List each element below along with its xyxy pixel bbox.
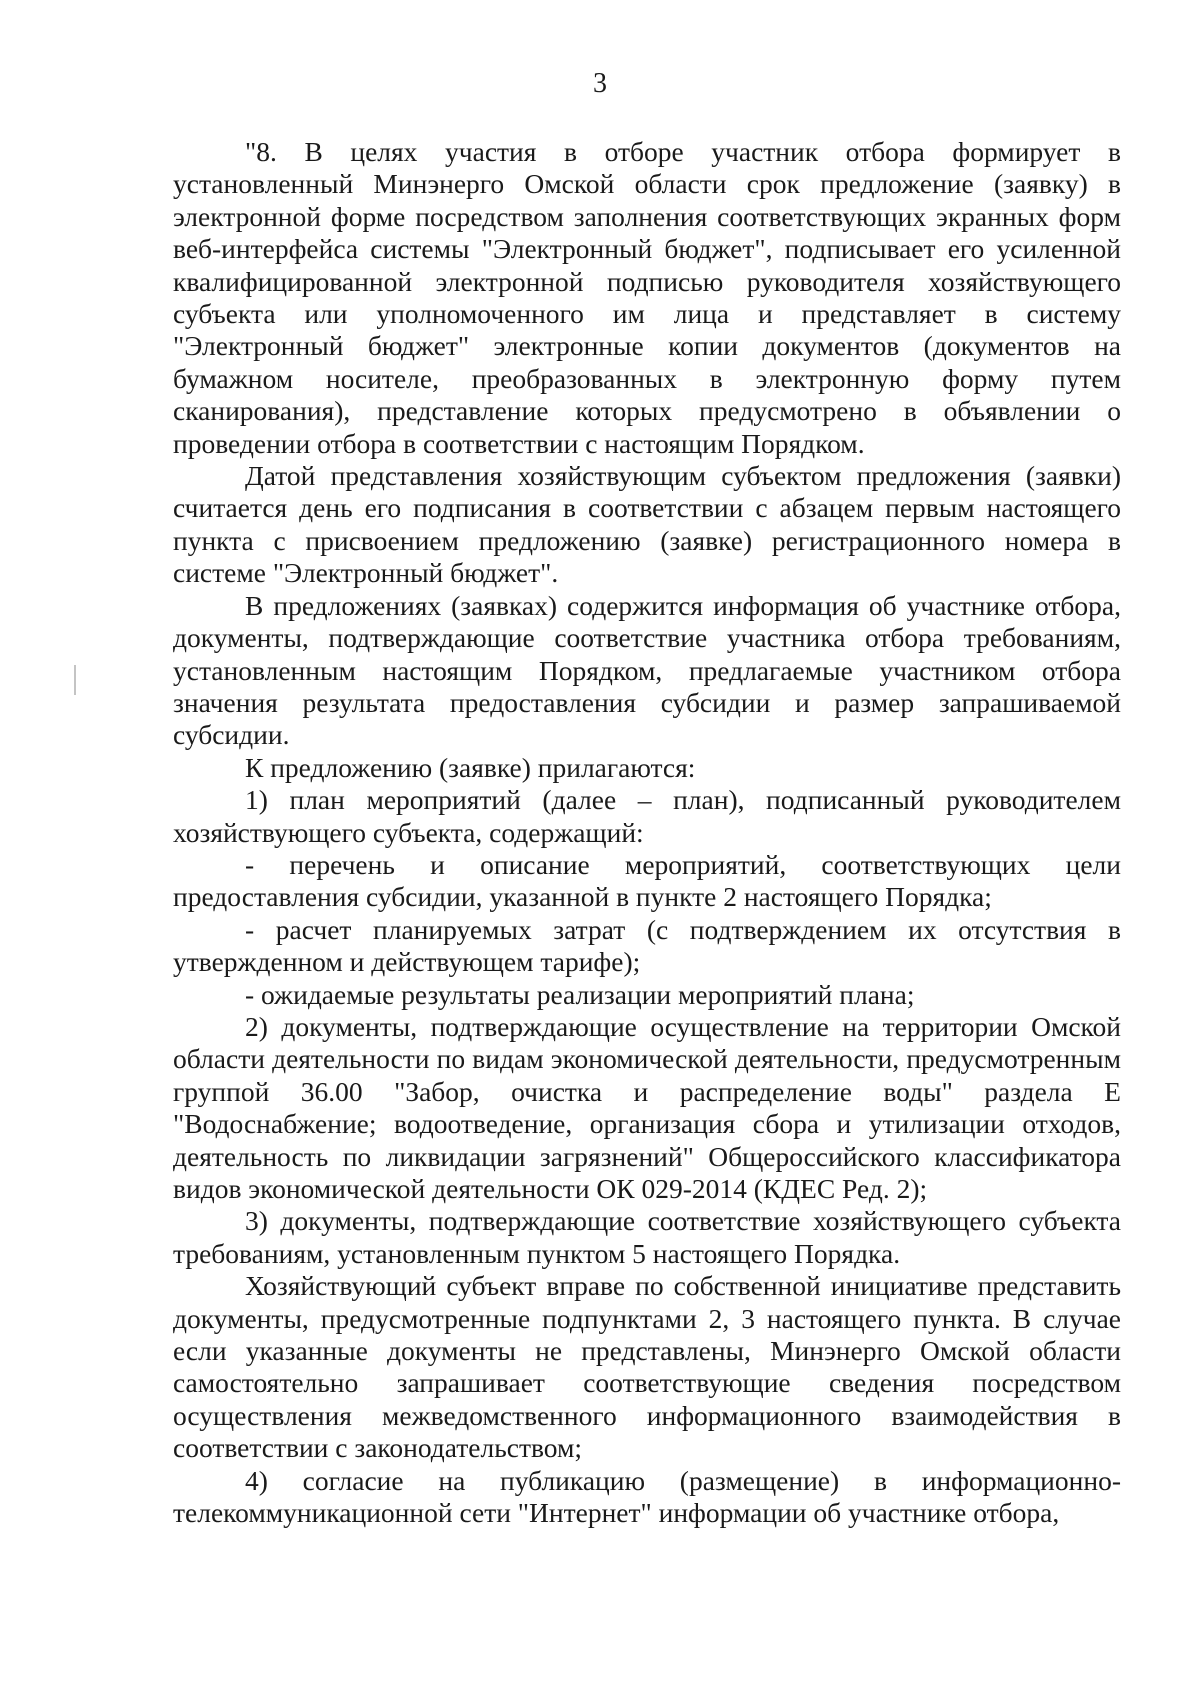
paragraph-submission-date: Датой представления хозяйствующим субъектом предложения (заявки) считается день его подписания в соответствии с абзацем первым настоящего пункта с присвоением предложению (заявке) регистрационного номера в системе "Электронный бюджет". [173,460,1121,589]
paragraph-attachments-intro: К предложению (заявке) прилагаются: [245,751,696,783]
page-number: 3 [593,68,607,99]
document-body [173,136,1121,1529]
list-subitem-costs: - расчет планируемых затрат (с подтверждением их отсутствия в утвержденном и действующем тарифе); [173,913,1121,978]
paragraph-application-content: В предложениях (заявках) содержится информация об участнике отбора, документы, подтверждающие соответствие участника отбора требованиям, установленным настоящим Порядком, предлагаемые участником отбора значения результата предоставления субсидии и размер запрашиваемой субсидии. [173,589,1121,751]
list-item-publication-consent: 4) согласие на публикацию (размещение) в информационно-телекоммуникационной сети "Интернет" информации об участнике отбора, [173,1464,1121,1529]
list-item-compliance-documents: 3) документы, подтверждающие соответствие хозяйствующего субъекта требованиям, установленным пунктом 5 настоящего Порядка. [173,1205,1121,1269]
paragraph-item-8: "8. В целях участия в отборе участник отбора формирует в установленный Минэнерго Омской области срок предложение (заявку) в электронной форме посредством заполнения соответствующих экранных форм веб-интерфейса системы "Электронный бюджет", подписывает его усиленной квалифицированной электронной подписью руководителя хозяйствующего субъекта или уполномоченного им лица и представляет в систему "Электронный бюджет" электронные копии документов (документов на бумажном носителе, преобразованных в электронную форму путем сканирования), представление которых предусмотрено в объявлении о проведении отбора в соответствии с настоящим Порядком. [173,136,1121,459]
list-item-plan: 1) план мероприятий (далее – план), подписанный руководителем хозяйствующего субъекта, содержащий: [173,784,1121,848]
paragraph-own-initiative: Хозяйствующий субъект вправе по собственной инициативе представить документы, предусмотренные подпунктами 2, 3 настоящего пункта. В случае если указанные документы не представлены, Минэнерго Омской области самостоятельно запрашивает соответствующие сведения посредством осуществления межведомственного информационного взаимодействия в соответствии с законодательством; [173,1270,1121,1464]
list-subitem-results: - ожидаемые результаты реализации мероприятий плана; [245,978,915,1010]
scan-margin-mark [74,665,76,695]
list-subitem-measures: - перечень и описание мероприятий, соответствующих цели предоставления субсидии, указанной в пункте 2 настоящего Порядка; [173,848,1121,913]
list-item-activity-documents: 2) документы, подтверждающие осуществление на территории Омской области деятельности по видам экономической деятельности, предусмотренным группой 36.00 "Забор, очистка и распределение воды" раздела Е "Водоснабжение; водоотведение, организация сбора и утилизации отходов, деятельность по ликвидации загрязнений" Общероссийского классификатора видов экономической деятельности ОК 029-2014 (КДЕС Ред. 2); [173,1010,1121,1204]
